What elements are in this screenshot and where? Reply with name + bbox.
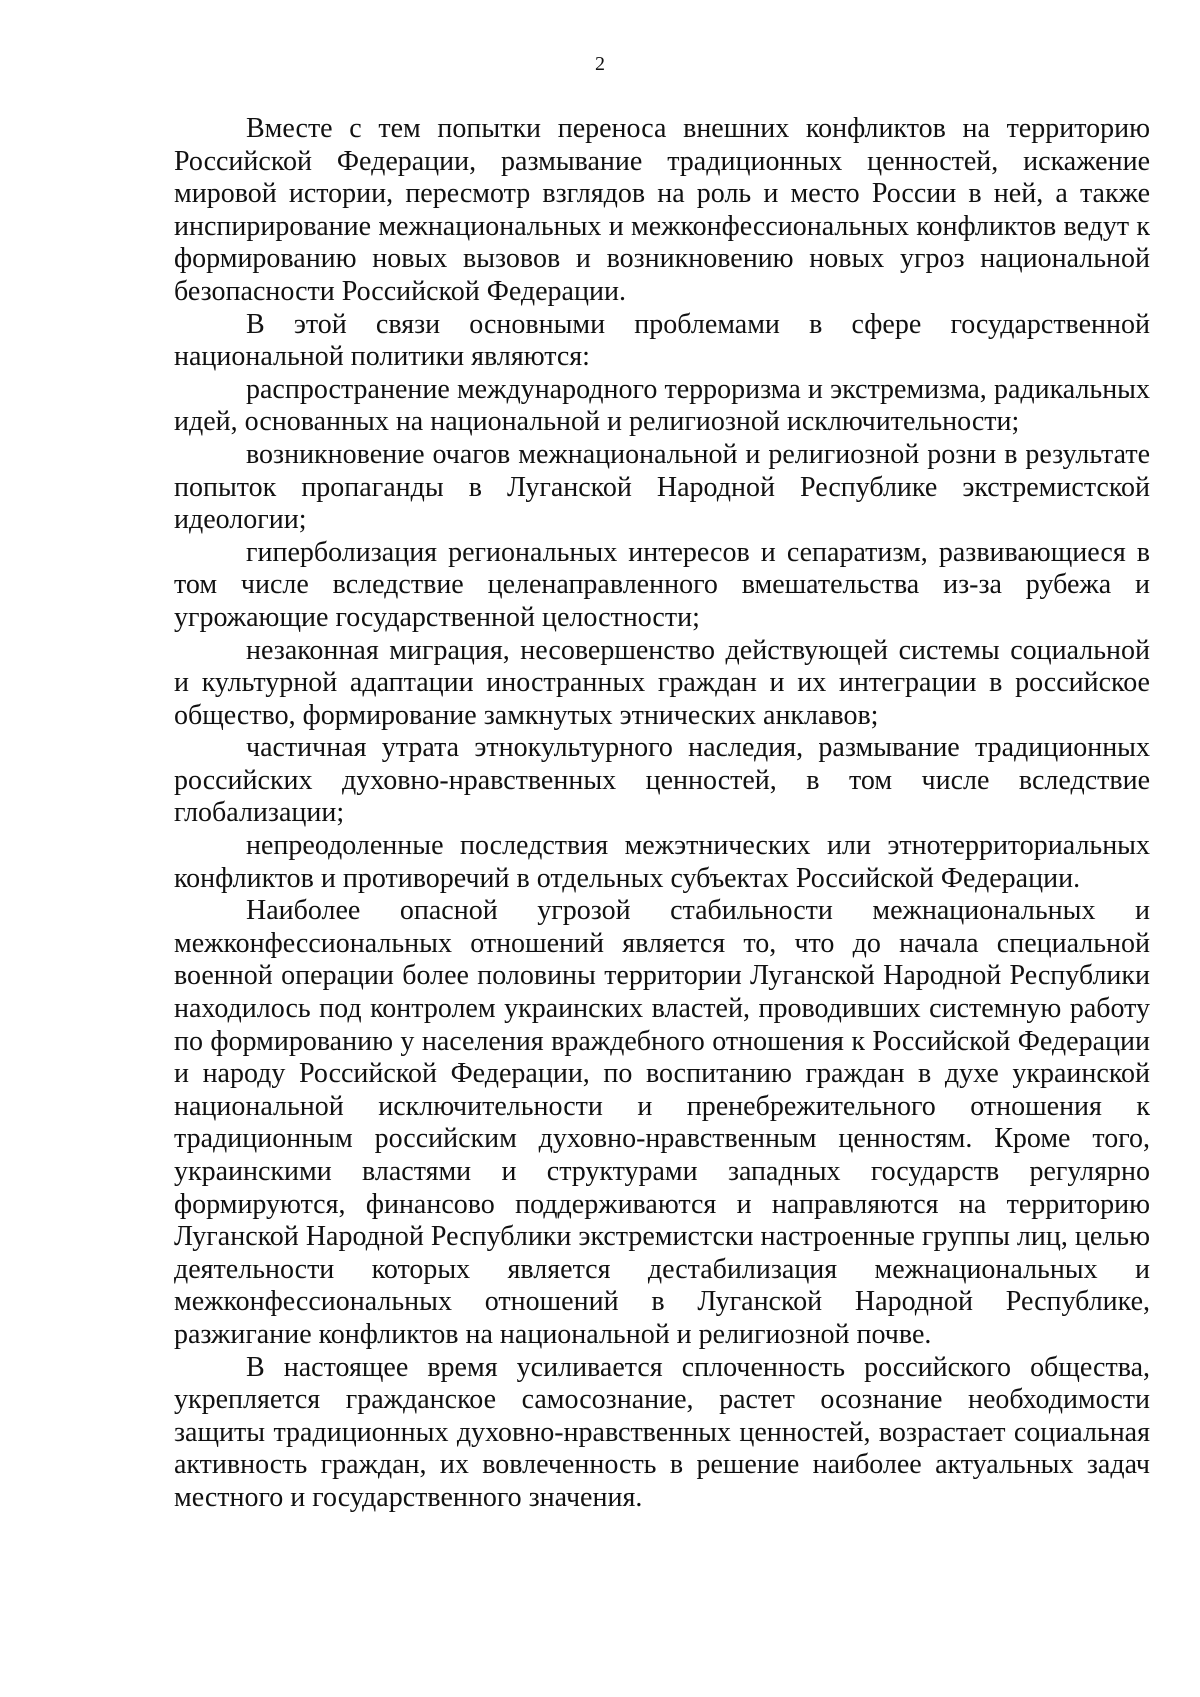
problem-item-ethnic-conflicts: непреодоленные последствия межэтнических или этнотерриториальных конфликтов и противоречий в отдельных субъектах Российской Федерации.	[174, 830, 1150, 894]
document-body	[174, 113, 1150, 1515]
page-number: 2	[595, 53, 605, 75]
paragraph-main-threat: Наиболее опасной угрозой стабильности межнациональных и межконфессиональных отношений является то, что до начала специальной военной операции более половины территории Луганской Народной Республики находилось под контролем украинских властей, проводивших системную работу по формированию у населения враждебного отношения к Российской Федерации и народу Российской Федерации, по воспитанию граждан в духе украинской национальной исключительности и пренебрежительного отношения к традиционным российским духовно-нравственным ценностям. Кроме того, украинскими властями и структурами западных государств регулярно формируются, финансово поддерживаются и направляются на территорию Луганской Народной Республики экстремистски настроенные группы лиц, целью деятельности которых является дестабилизация межнациональных и межконфессиональных отношений в Луганской Народной Республике, разжигание конфликтов на национальной и религиозной почве.	[174, 895, 1150, 1350]
paragraph-problems-lead: В этой связи основными проблемами в сфере государственной национальной политики являются:	[174, 308, 1150, 373]
paragraph-intro: Вместе с тем попытки переноса внешних конфликтов на территорию Российской Федерации, размывание традиционных ценностей, искажение мировой истории, пересмотр взглядов на роль и место России в ней, а также инспирирование межнациональных и межконфессиональных конфликтов ведут к формированию новых вызовов и возникновению новых угроз национальной безопасности Российской Федерации.	[174, 113, 1150, 307]
problem-item-religious-discord: возникновение очагов межнациональной и религиозной розни в результате попыток пропаганды в Луганской Народной Республике экстремистской идеологии;	[174, 438, 1150, 536]
problem-item-illegal-migration: незаконная миграция, несовершенство действующей системы социальной и культурной адаптации иностранных граждан и их интеграции в российское общество, формирование замкнутых этнических анклавов;	[174, 634, 1150, 731]
problem-item-heritage-loss: частичная утрата этнокультурного наследия, размывание традиционных российских духовно-нравственных ценностей, в том числе вследствие глобализации;	[174, 732, 1150, 829]
problem-item-terrorism: распространение международного терроризма и экстремизма, радикальных идей, основанных на национальной и религиозной исключительности;	[174, 373, 1150, 438]
problem-item-separatism: гиперболизация региональных интересов и сепаратизм, развивающиеся в том числе вследствие целенаправленного вмешательства из-за рубежа и угрожающие государственной целостности;	[174, 536, 1150, 633]
paragraph-current-state: В настоящее время усиливается сплоченность российского общества, укрепляется гражданское самосознание, растет осознание необходимости защиты традиционных духовно-нравственных ценностей, возрастает социальная активность граждан, их вовлеченность в решение наиболее актуальных задач местного и государственного значения.	[174, 1351, 1150, 1513]
